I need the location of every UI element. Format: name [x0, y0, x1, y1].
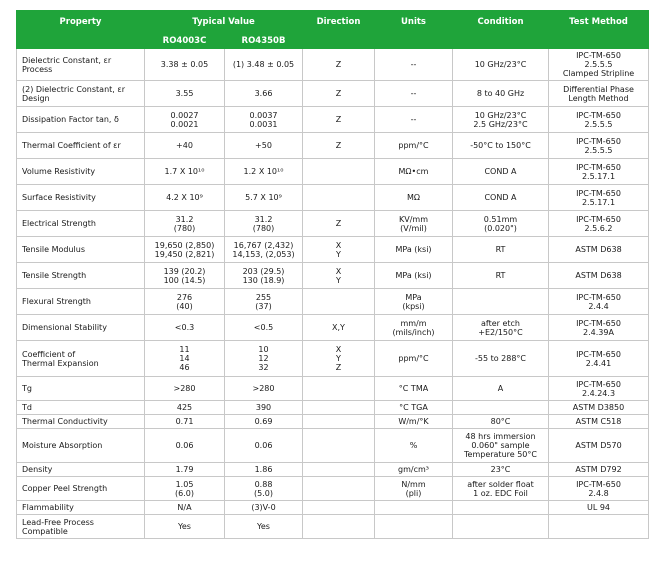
cell-ro4350b: 3.66 — [225, 81, 303, 107]
cell-condition: after solder float 1 oz. EDC Foil — [453, 477, 549, 501]
table-row — [17, 237, 649, 263]
subheader-blank — [375, 34, 453, 49]
cell-direction: X Y — [303, 237, 375, 263]
subheader-blank — [549, 34, 649, 49]
cell-condition: RT — [453, 237, 549, 263]
cell-property: Electrical Strength — [17, 211, 145, 237]
table-row — [17, 107, 649, 133]
cell-ro4350b: 390 — [225, 401, 303, 415]
cell-direction — [303, 501, 375, 515]
cell-test-method: ASTM D638 — [549, 237, 649, 263]
cell-direction — [303, 415, 375, 429]
header-direction: Direction — [303, 11, 375, 34]
cell-direction: Z — [303, 133, 375, 159]
cell-property: Surface Resistivity — [17, 185, 145, 211]
cell-test-method: Differential Phase Length Method — [549, 81, 649, 107]
cell-units — [375, 501, 453, 515]
cell-direction — [303, 477, 375, 501]
cell-condition: -50°C to 150°C — [453, 133, 549, 159]
cell-condition: 80°C — [453, 415, 549, 429]
cell-test-method: IPC-TM-650 2.4.4 — [549, 289, 649, 315]
cell-condition: 10 GHz/23°C 2.5 GHz/23°C — [453, 107, 549, 133]
cell-units: N/mm (pli) — [375, 477, 453, 501]
cell-ro4350b: 0.06 — [225, 429, 303, 463]
cell-units: mm/m (mils/inch) — [375, 315, 453, 341]
cell-direction — [303, 289, 375, 315]
cell-ro4003c: 0.0027 0.0021 — [145, 107, 225, 133]
cell-test-method: IPC-TM-650 2.4.24.3 — [549, 377, 649, 401]
cell-units: MPa (ksi) — [375, 263, 453, 289]
cell-property: Thermal Coefficient of εr — [17, 133, 145, 159]
cell-units: -- — [375, 81, 453, 107]
cell-ro4350b: >280 — [225, 377, 303, 401]
cell-direction — [303, 401, 375, 415]
cell-ro4350b: 5.7 X 10⁹ — [225, 185, 303, 211]
cell-ro4350b: 0.69 — [225, 415, 303, 429]
cell-ro4350b: 1.2 X 10¹⁰ — [225, 159, 303, 185]
material-properties-table — [16, 10, 649, 539]
subheader-row — [17, 34, 649, 49]
cell-test-method: IPC-TM-650 2.4.39A — [549, 315, 649, 341]
cell-ro4003c: 276 (40) — [145, 289, 225, 315]
cell-units: KV/mm (V/mil) — [375, 211, 453, 237]
cell-ro4003c: Yes — [145, 515, 225, 539]
cell-direction: Z — [303, 49, 375, 81]
cell-ro4350b: 1.86 — [225, 463, 303, 477]
cell-ro4350b: (1) 3.48 ± 0.05 — [225, 49, 303, 81]
cell-units: % — [375, 429, 453, 463]
cell-ro4003c: 11 14 46 — [145, 341, 225, 377]
cell-units: MΩ — [375, 185, 453, 211]
cell-ro4003c: 0.06 — [145, 429, 225, 463]
cell-units: ppm/°C — [375, 341, 453, 377]
cell-units: -- — [375, 49, 453, 81]
cell-ro4350b: 16,767 (2,432) 14,153, (2,053) — [225, 237, 303, 263]
cell-direction — [303, 429, 375, 463]
cell-direction — [303, 463, 375, 477]
cell-ro4003c: 3.55 — [145, 81, 225, 107]
cell-ro4350b: +50 — [225, 133, 303, 159]
cell-property: Copper Peel Strength — [17, 477, 145, 501]
table-row — [17, 159, 649, 185]
cell-units: -- — [375, 107, 453, 133]
cell-property: Tg — [17, 377, 145, 401]
cell-condition: COND A — [453, 159, 549, 185]
cell-ro4003c: >280 — [145, 377, 225, 401]
cell-units: MPa (ksi) — [375, 237, 453, 263]
cell-condition: -55 to 288°C — [453, 341, 549, 377]
cell-condition — [453, 401, 549, 415]
cell-direction — [303, 377, 375, 401]
cell-condition: 10 GHz/23°C — [453, 49, 549, 81]
cell-units: ppm/°C — [375, 133, 453, 159]
cell-property: Moisture Absorption — [17, 429, 145, 463]
cell-direction: X Y — [303, 263, 375, 289]
cell-property: (2) Dielectric Constant, εr Design — [17, 81, 145, 107]
cell-test-method: ASTM D792 — [549, 463, 649, 477]
cell-property: Dissipation Factor tan, δ — [17, 107, 145, 133]
cell-units — [375, 515, 453, 539]
cell-property: Flexural Strength — [17, 289, 145, 315]
cell-ro4003c: 19,650 (2,850) 19,450 (2,821) — [145, 237, 225, 263]
properties-table-container — [16, 10, 648, 539]
cell-ro4003c: 31.2 (780) — [145, 211, 225, 237]
cell-ro4350b: <0.5 — [225, 315, 303, 341]
cell-property: Volume Resistivity — [17, 159, 145, 185]
table-row — [17, 289, 649, 315]
cell-units: W/m/°K — [375, 415, 453, 429]
cell-test-method: IPC-TM-650 2.5.5.5 — [549, 107, 649, 133]
header-condition: Condition — [453, 11, 549, 34]
header-test-method: Test Method — [549, 11, 649, 34]
cell-ro4350b: 255 (37) — [225, 289, 303, 315]
cell-property: Dielectric Constant, εr Process — [17, 49, 145, 81]
cell-condition: 23°C — [453, 463, 549, 477]
table-row — [17, 415, 649, 429]
table-row — [17, 501, 649, 515]
cell-test-method: UL 94 — [549, 501, 649, 515]
subheader-blank — [17, 34, 145, 49]
table-row — [17, 377, 649, 401]
table-row — [17, 515, 649, 539]
cell-ro4003c: 1.79 — [145, 463, 225, 477]
cell-ro4003c: 1.7 X 10¹⁰ — [145, 159, 225, 185]
cell-direction: Z — [303, 211, 375, 237]
cell-test-method: IPC-TM-650 2.5.17.1 — [549, 185, 649, 211]
header-row — [17, 11, 649, 34]
cell-ro4350b: (3)V-0 — [225, 501, 303, 515]
subheader-ro4003c: RO4003C — [145, 34, 225, 49]
cell-test-method: ASTM D638 — [549, 263, 649, 289]
table-row — [17, 263, 649, 289]
table-row — [17, 133, 649, 159]
cell-direction — [303, 159, 375, 185]
cell-condition: RT — [453, 263, 549, 289]
table-row — [17, 401, 649, 415]
cell-property: Flammability — [17, 501, 145, 515]
cell-condition: COND A — [453, 185, 549, 211]
cell-condition: 48 hrs immersion 0.060" sample Temperature 50°C — [453, 429, 549, 463]
cell-units: °C TGA — [375, 401, 453, 415]
cell-property: Tensile Modulus — [17, 237, 145, 263]
cell-ro4003c: +40 — [145, 133, 225, 159]
table-row — [17, 185, 649, 211]
table-row — [17, 341, 649, 377]
cell-ro4350b: 0.88 (5.0) — [225, 477, 303, 501]
cell-units: MΩ•cm — [375, 159, 453, 185]
table-row — [17, 315, 649, 341]
cell-direction: Z — [303, 81, 375, 107]
cell-property: Dimensional Stability — [17, 315, 145, 341]
cell-test-method: ASTM D570 — [549, 429, 649, 463]
cell-test-method: IPC-TM-650 2.5.5.5 — [549, 133, 649, 159]
cell-property: Density — [17, 463, 145, 477]
table-body — [17, 49, 649, 539]
table-row — [17, 429, 649, 463]
cell-test-method: IPC-TM-650 2.5.17.1 — [549, 159, 649, 185]
cell-test-method: IPC-TM-650 2.4.41 — [549, 341, 649, 377]
cell-direction — [303, 185, 375, 211]
cell-property: Lead-Free Process Compatible — [17, 515, 145, 539]
table-row — [17, 211, 649, 237]
cell-direction: X Y Z — [303, 341, 375, 377]
cell-condition — [453, 289, 549, 315]
table-row — [17, 81, 649, 107]
cell-ro4003c: 0.71 — [145, 415, 225, 429]
cell-direction — [303, 515, 375, 539]
cell-units: MPa (kpsi) — [375, 289, 453, 315]
cell-test-method: IPC-TM-650 2.5.5.5 Clamped Stripline — [549, 49, 649, 81]
cell-condition: after etch +E2/150°C — [453, 315, 549, 341]
subheader-blank — [453, 34, 549, 49]
cell-ro4003c: 3.38 ± 0.05 — [145, 49, 225, 81]
table-row — [17, 49, 649, 81]
cell-ro4350b: 0.0037 0.0031 — [225, 107, 303, 133]
table-row — [17, 463, 649, 477]
cell-test-method: ASTM C518 — [549, 415, 649, 429]
cell-units: °C TMA — [375, 377, 453, 401]
cell-ro4003c: 139 (20.2) 100 (14.5) — [145, 263, 225, 289]
cell-property: Coefficient of Thermal Expansion — [17, 341, 145, 377]
cell-property: Td — [17, 401, 145, 415]
header-units: Units — [375, 11, 453, 34]
cell-property: Thermal Conductivity — [17, 415, 145, 429]
cell-condition: 0.51mm (0.020") — [453, 211, 549, 237]
cell-test-method: ASTM D3850 — [549, 401, 649, 415]
header-property: Property — [17, 11, 145, 34]
cell-ro4003c: 4.2 X 10⁹ — [145, 185, 225, 211]
cell-direction: Z — [303, 107, 375, 133]
cell-ro4003c: 1.05 (6.0) — [145, 477, 225, 501]
subheader-blank — [303, 34, 375, 49]
cell-ro4350b: 10 12 32 — [225, 341, 303, 377]
cell-test-method — [549, 515, 649, 539]
cell-ro4003c: 425 — [145, 401, 225, 415]
cell-property: Tensile Strength — [17, 263, 145, 289]
cell-test-method: IPC-TM-650 2.4.8 — [549, 477, 649, 501]
cell-direction: X,Y — [303, 315, 375, 341]
cell-units: gm/cm³ — [375, 463, 453, 477]
table-row — [17, 477, 649, 501]
cell-condition: 8 to 40 GHz — [453, 81, 549, 107]
cell-ro4350b: Yes — [225, 515, 303, 539]
cell-ro4350b: 203 (29.5) 130 (18.9) — [225, 263, 303, 289]
cell-condition: A — [453, 377, 549, 401]
cell-ro4003c: <0.3 — [145, 315, 225, 341]
cell-test-method: IPC-TM-650 2.5.6.2 — [549, 211, 649, 237]
subheader-ro4350b: RO4350B — [225, 34, 303, 49]
cell-ro4350b: 31.2 (780) — [225, 211, 303, 237]
cell-condition — [453, 501, 549, 515]
header-typical-value: Typical Value — [145, 11, 303, 34]
cell-ro4003c: N/A — [145, 501, 225, 515]
cell-condition — [453, 515, 549, 539]
